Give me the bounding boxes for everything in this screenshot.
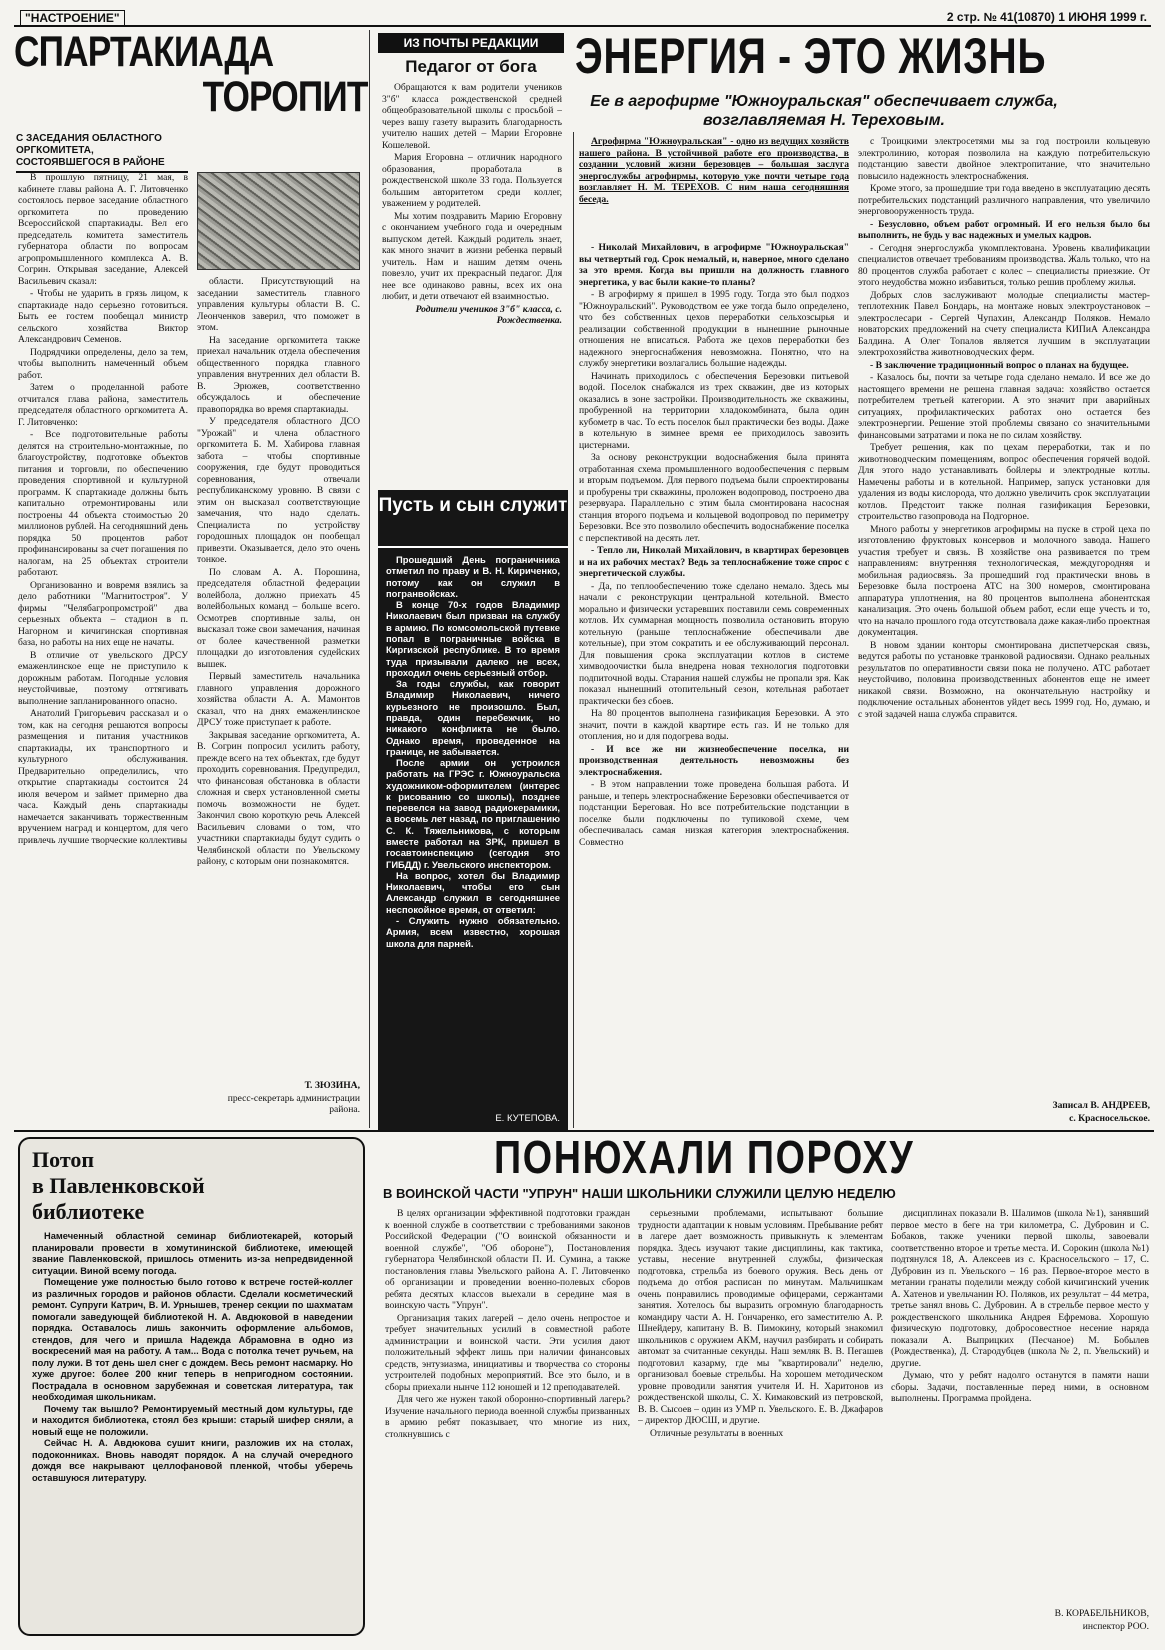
paragraph: - Казалось бы, почти за четыре года сделано немало. И все же до настоящего времени не решена главная задача: хозяйство остается потребителем третьей категории. А это значит при аварийных ситуациях, профилактических работах оно остается без электроэнергии. Решение этой проблемы связано со значительными финансовыми затратами и пока не по силам хозяйству.: [858, 372, 1150, 441]
paragraph: В новом здании конторы смонтирована диспетчерская связь, ведутся работы по установке транковой радиосвязи. Однако реальных результатов по оперативности связи пока не получено. АТС работает неустойчиво, половина производственных абонентов еще не имеет никакой связи. Возможно, на окончательную настройку и подключение остальных абонентов уйдет весь 1999 год. Но, думаю, и с этой задачей наша служба справится.: [858, 639, 1150, 720]
paragraph: У председателя областного ДСО "Урожай" и члена областного оргкомитета Б. М. Хабирова главная забота – чтобы спортивные сооружения, где будут проводиться соревнования, отвечали республиканскому уровню. В связи с этим он высказал соответствующие замечания, что надо сделать. Специалиста по устройству городошных площадок он пообещал привезти. Оказывается, дело это очень тонкое.: [197, 416, 360, 565]
paragraph: Кроме этого, за прошедшие три года введено в эксплуатацию десять потребительских подстанций различного направления, что увеличило энерговооруженность труда.: [858, 183, 1150, 217]
energia-column-1: [579, 242, 849, 1128]
paragraph: Много работы у энергетиков агрофирмы на пуске в строй цеха по изготовлению фруктовых консервов и молочного завода. Нашего участия требует и связь. В хозяйстве она развивается по трем направлениям: внутренняя технологическая, междугородняя и мобильная радиосвязь. За прошедший год практически вновь в Березовке была построена АТС на 300 номеров, смонтирована аппаратура уплотнения, на 80 процентов выполнена абонентская канализация. Это очень большой объем работ, если еще учесть и то, что на начало прошлого года отсутствовала даже какая-либо проектная документация.: [858, 523, 1150, 638]
paragraph: Организованно и вовремя взялись за дело работники "Магнитостроя". У фирмы "Челябагропромстрой" два серьезных объекта – стадион в п. Нагорном и кичигинская спортивная база, но работы на них еще не начаты.: [18, 579, 188, 648]
paragraph: По словам А. А. Порошина, председателя областной федерации волейбола, должно приехать 45 волейбольных команд – больше всего. Осмотрев спортивные залы, он высказал тоже свои замечания, начиная от более качественной разметки площадки до изготовления судейских вышек.: [197, 566, 360, 670]
flood-headline-line1: Потоп: [32, 1147, 95, 1172]
paragraph: После армии он устроился работать на ГРЭС г. Южноуральска художником-оформителем (интерес к рисованию со школы), позднее перевелся на завод радиокерамики, а восемь лет назад, по приглашению С. К. Тяжельникова, с которым вместе работал на ЗРК, пришел в госавтоинспекцию (сегодня это ГИБДД) г. Увельского инспектором.: [386, 757, 560, 870]
paragraph: Мария Егоровна – отличник народного образования, проработала в рождественской школе 33 года. Пользуется большим авторитетом среди коллег, уважением у родителей.: [382, 152, 562, 209]
paragraph: В целях организации эффективной подготовки граждан к военной службе в соответствии с требованиями законов Российской Федерации ("О воинской обязанности и военной службе", "Об обороне"), Постановления губернатора Челябинской области П. И. Сумина, а также постановления главы Увельского района А. Г. Литовченко об организации и проведении военно-полевых сборов ребята десятых классов выехали в середине мая в воинскую часть "Упрун".: [385, 1208, 630, 1311]
paragraph: Подрядчики определены, дело за тем, чтобы выполнить намеченный объем работ.: [18, 346, 188, 381]
column-rule: [573, 132, 574, 1128]
paragraph: - И все же ни жизнеобеспечение поселка, ни производственная деятельность невозможны без электроснабжения.: [579, 743, 849, 778]
paragraph: с Троицкими электросетями мы за год построили кольцевую электролинию, которая позволила на каждую потребительскую подстанцию завести двойное электропитание, что значительно повысило надежность электроснабжения.: [858, 136, 1150, 182]
energia-column-2: [858, 136, 1150, 1094]
energia-author: Записал В. АНДРЕЕВ,: [1052, 1100, 1150, 1111]
paragraph: - Служить нужно обязательно. Армия, всем известно, хорошая школа для парней.: [386, 915, 560, 949]
paragraph: серьезными проблемами, испытывают большие трудности адаптации к новым условиям. Пребывание ребят в лагере дает возможность привыкнуть к элементам порядка. Здесь изучают такие дисциплины, как тактика, уставы, несение внутренней службы, физическая подготовка, стрельба из боевого оружия. Весь день от подъема до отбоя расписан по минутам. Мальчишкам очень понравились проводимые офицерами, сержантами занятия. Хотелось бы выразить огромную благодарность командиру части А. Н. Гончаренко, его заместителю А. Р. Шнейдеру, капитану В. В. Пимокину, который знакомил школьников с оружием АКМ, научил разбирать и собирать автомат за считанные секунды. Наш земляк В. В. Пегашев подготовил казарму, где мы "квартировали" неделю, организовал боевые стрельбы. На хорошем методическом уровне проводили занятия учителя И. Н. Харитонов из рождественской школы, С. Х. Кимаковский из петровской, В. В. Сысоев – один из УМР п. Увельского. Е. В. Джафаров – директор ДЮСШ, и другие.: [638, 1208, 883, 1426]
paragraph: - Чтобы не ударить в грязь лицом, к спартакиаде надо серьезно готовиться. Быть ее гостем пообещал министр сельского хозяйства Виктор Александрович Семенов.: [18, 288, 188, 345]
spartakiada-headline-line1: СПАРТАКИАДА: [14, 28, 274, 76]
paragraph: В прошлую пятницу, 21 мая, в кабинете главы района А. Г. Литовченко состоялось первое заседание областного оргкомитета по проведению Всероссийской спартакиады. Вел его председатель комитета заместитель губернатора области по вопросам агропромышленного комплекса А. В. Согрин. Открывая заседание, Алексей Васильевич сказал:: [18, 172, 188, 287]
pust-signature: Е. КУТЕПОВА.: [495, 1113, 560, 1124]
paragraph: Отличные результаты в военных: [650, 1427, 784, 1439]
spartakiada-headline: [14, 28, 368, 121]
paragraph: Мы хотим поздравить Марию Егоровну с окончанием учебного года и очередным выпуском детей. Каждый родитель знает, как много значит в жизни ребенка первый учитель. Нам и нашим детям очень повезло, учит их прекрасный педагог. Для нее все одинаково равны, всех их она любит, и дети отвечают ей взаимностью.: [382, 210, 562, 302]
paragraph: - Все подготовительные работы делятся на строительно-монтажные, по благоустройству, подготовке объектов питания и торговли, по обеспечению проведения спортивной и культурной программ. К спартакиаде должны быть капитально отремонтированы или построены 44 объекта стоимостью 20 миллионов рублей. На сегодняшний день порядка 50 процентов работ профинансированы за счет погашения по налогам, на 25 объектах строители работают.: [18, 429, 188, 578]
spartakiada-author-role: пресс-секретарь администрации района.: [227, 1092, 360, 1115]
energia-author-place: с. Красносельское.: [1069, 1112, 1150, 1124]
paragraph: - Николай Михайлович, в агрофирме "Южноуральская" вы четвертый год. Срок немалый, и, наверное, много сделано за это время. Когда вы пришли на должность главного энергетика, у вас были какие-то планы?: [579, 242, 849, 288]
paragraph: Обращаются к вам родители учеников 3"б" класса рождественской средней общеобразовательной школы с просьбой – через вашу газету выразить благодарность учителю наших детей – Марии Егоровне Кошелевой.: [382, 82, 562, 151]
paragraph: - В этом направлении тоже проведена большая работа. И раньше, и теперь электроснабжение Березовки обеспечивается от подстанции Береговая. Но все потребительские подстанции в поселке были подключены по тупиковой схеме, чем обеспечивалась самая низкая категория электроснабжения. Совместно: [579, 779, 849, 848]
ponyu-author-role: инспектор РОО.: [1082, 1620, 1149, 1632]
paragraph: Первый заместитель начальника главного управления дорожного хозяйства области А. А. Мамонтов сказал, что на днях емаженлинское ДРСУ тоже приступает к работе.: [197, 671, 360, 728]
energia-lead-text: Агрофирма "Южноуральская" - одно из ведущих хозяйств нашего района. В устойчивой работе его производства, в создании условий жизни березовцев – большая заслуга энергослужбы агрофирмы, которую уже почти четыре года возглавляет Н. М. ТЕРЕХОВ. С ним наша сегодняшняя беседа.: [579, 136, 849, 205]
pust-headline: Пусть и сын служит: [378, 490, 568, 548]
energia-signature: [858, 1100, 1150, 1128]
rubric-label: ИЗ ПОЧТЫ РЕДАКЦИИ: [378, 33, 564, 53]
ponyu-subhead: В ВОИНСКОЙ ЧАСТИ "УПРУН" НАШИ ШКОЛЬНИКИ СЛУЖИЛИ ЦЕЛУЮ НЕДЕЛЮ: [383, 1186, 896, 1201]
pedagog-text: [382, 82, 562, 482]
paragraph: Почему так вышло? Ремонтируемый местный дом культуры, где и находится библиотека, стоял без крыши: старый шифер сняли, а новый еще не положили.: [32, 1403, 353, 1437]
paragraph: Закрывая заседание оргкомитета, А. В. Согрин попросил усилить работу, прежде всего на тех объектах, где будут проходить соревнования. Предупредил, что финансовая обстановка в области сложная и сверх установленной сметы помочь возможности не будет. Закончил свою короткую речь Алексей Васильевич словами о том, что участники спартакиады будут судить о Челябинской области по Увельскому району, с которым они познакомятся.: [197, 729, 360, 867]
paragraph: Помещение уже полностью было готово к встрече гостей-коллег из различных городов и районов области. Сделали косметический ремонт. Супруги Катрич, В. И. Урнышев, тренер секции по шахматам помогали заведующей библиотекой Н. А. Авдюковой в наведении порядка. Оставалось лишь закончить оформление альбомов, стендов, для чего и пришла Надежда Абрамовна в одно из воскресений мая на работу. А там... Вода с потолка течет ручьем, на полу лужи. В тот день шел снег с дождем. Весь ремонт насмарку. Но хуже другое: более 200 книг теперь в непригодном состоянии. Пострадала в основном зарубежная и советская литература, так необходимая школьникам.: [32, 1277, 353, 1403]
paragraph: Начинать приходилось с обеспечения Березовки питьевой водой. Поселок снабжался из трех скважин, две из которых оказались в зоне застройки. Производительность же скважины, пробуренной на территории хладокомбината, была один кубометр в час. То есть поселок был практически без воды. Даже в котельную в зимнее время ее приходилось завозить цистернами.: [579, 370, 849, 451]
paragraph: За годы службы, как говорит Владимир Николаевич, ничего курьезного не произошло. Был, правда, один перебежчик, но никакого конфликта не было. Однако время, проведенное на границе, не забывается.: [386, 678, 560, 757]
spartakiada-headline-line2: ТОРОПИТ: [202, 73, 368, 121]
energia-lead: [579, 136, 849, 239]
column-rule: [369, 30, 370, 1128]
section-label: "НАСТРОЕНИЕ": [20, 10, 125, 26]
energia-headline: ЭНЕРГИЯ - ЭТО ЖИЗНЬ: [575, 28, 1047, 84]
paragraph: В отличие от увельского ДРСУ емаженлинское еще не приступило к дорожным работам. Погодные условия неустойчивые, поэтому оттягивать выполнение запланированного опасно.: [18, 649, 188, 707]
paragraph: - Сегодня энергослужба укомплектована. Уровень квалификации специалистов отвечает требованиям производства. Жаль только, что на 80 процентов служба работает с колес – специалисты приезжие. От этого неудобства можно избавиться, только решив проблему жилья.: [858, 242, 1150, 288]
spartakiada-subhead: С ЗАСЕДАНИЯ ОБЛАСТНОГО ОРГКОМИТЕТА, СОСТОЯВШЕГОСЯ В РАЙОНЕ: [16, 133, 188, 173]
paragraph: Добрых слов заслуживают молодые специалисты мастер-теплотехник Павел Бондарь, на монтаже новых электроустановок – электрослесари - Сергей Чупахин, Александр Поляков. Немало новаторских предложений на счету специалиста КИПиА Александра Балдина. А Олег Топалов является лучшим в эксплуатации электрохозяйства животноводческих ферм.: [858, 289, 1150, 358]
paragraph: области. Присутствующий на заседании заместитель главного управления культуры области В. С. Леонченков заверил, что поможет в этом.: [197, 276, 360, 333]
paragraph: Прошедший День пограничника отметил по праву и В. Н. Кириченко, потому как он служил в погранвойсках.: [386, 554, 560, 599]
paragraph: На 80 процентов выполнена газификация Березовки. А это значит, почти в каждой квартире есть газ. И не только для отопления, но и для подогрева воды.: [579, 708, 849, 742]
spartakiada-column-1: [18, 172, 188, 1127]
paragraph: На заседание оргкомитета также приехал начальник отдела обеспечения общественного порядка главного управления внутренних дел области В. В. Эрюжев, соответственно обсуждалось и обеспечение правопорядка во время спартакиады.: [197, 334, 360, 415]
flood-headline: [32, 1147, 205, 1225]
pedagog-headline: Педагог от бога: [405, 57, 537, 76]
ponyu-column-3: [891, 1208, 1149, 1603]
paragraph: Думаю, что у ребят надолго останутся в памяти наши сборы. Задачи, поставленные перед ними, в основном выполнены. Программа пройдена.: [891, 1370, 1149, 1404]
paragraph: - В заключение традиционный вопрос о планах на будущее.: [870, 359, 1129, 371]
flood-headline-line2: в Павленковской: [32, 1173, 205, 1198]
paragraph: Анатолий Григорьевич рассказал и о том, как на сегодня решаются вопросы размещения и питания участников спартакиады, их транспортного и культурного обслуживания. Предварительно определились, что открытие спартакиады состоится 24 июля вечером и займет примерно два часа. Каждый день спартакиады намечается заканчивать торжественным вручением наград и концертом, для чего привлечь лучшие творческие коллективы: [18, 708, 188, 846]
pust-text: [386, 554, 560, 1074]
paragraph: На вопрос, хотел бы Владимир Николаевич, чтобы его сын Александр служил в сегодняшнее неспокойное время, от ответил:: [386, 869, 560, 915]
ponyu-author: В. КОРАБЕЛЬНИКОВ,: [1054, 1608, 1149, 1619]
paragraph: В конце 70-х годов Владимир Николаевич был призван на службу в армию. По комсомольской путевке попал в пограничные войска в Киргизской республике. В то время туда призывали далеко не всех, проходил очень серьезный отбор.: [386, 599, 560, 678]
paragraph: - В агрофирму я пришел в 1995 году. Тогда это был подхоз "Южноуральский". Руководством ее уже тогда было определено, что без собственных цехов переработки сельхозсырья и реализации собственной продукции в нынешние рыночные отношения не вписаться. Работа же цехов переработки без надежного энергоснабжения невозможна. Понятно, что на службу энергетики возлагались большие надежды.: [579, 289, 849, 369]
pust-box: [378, 490, 568, 1130]
paragraph: Для чего же нужен такой оборонно-спортивный лагерь? Изучение начального периода военной службы призванных в армию ребят показывает, что многие из них, столкнувшись с: [385, 1394, 630, 1440]
paragraph: дисциплинах показали В. Шалимов (школа №1), занявший первое место в беге на три километра, С. Дубровин и С. Бобаков, также ученики первой школы, завоевали соответственно второе и третье места. И. Сорокин (школа №1) подтянулся 18, А. Алексеев из с. Красносельского – 17, С. Дубровин из п. Увельского – 16 раз. Первое-второе место в метании гранаты поделили между собой кичигинский ученик А. Хатенов и увельчанин Ю. Поляков, их результат – 44 метра, третье занял вновь С. Дубровин. А в стрельбе первое место у рождественского школьника Андрея Ефремова. Хорошую физическую подготовку, добросовестное несение наряда показали А. Выприцких (Песчаное) М. Бобылев (Рождественка), Д. Стародубцев (школа № 2, п. Увельский) и другие.: [891, 1208, 1149, 1369]
pedagog-signature: Родители учеников 3"б" класса, с. Рождественка.: [415, 303, 562, 326]
issue-info: 2 стр. № 41(10870) 1 ИЮНЯ 1999 г.: [946, 10, 1147, 24]
spartakiada-author: Т. ЗЮЗИНА,: [304, 1080, 360, 1091]
paragraph: Затем о проделанной работе отчитался глава района, заместитель председателя областного оргкомитета А. Г. Литовченко:: [18, 382, 188, 428]
paragraph: - Да, по теплообеспечению тоже сделано немало. Здесь мы начали с реконструкции центральной котельной. Вместо морально и физически устаревших поставили семь современных котлов. Их суммарная мощность позволила остановить вторую котельную (раньше теплоснабжение обеспечивали две котельные), при этом сократить и ее обслуживающий персонал. Для повышения срока эксплуатации котлов в системе химводоочистки была внедрена новая технология подготовки подпиточной воды. Старания нашей службы не пропали зря. Как показал нынешний отопительный сезон, котельная работает практически без сбоев.: [579, 580, 849, 707]
ponyu-headline: ПОНЮХАЛИ ПОРОХУ: [494, 1131, 915, 1183]
spartakiada-column-2: [197, 276, 360, 1074]
paragraph: Намеченный областной семинар библиотекарей, который планировали провести в хомутининской библиотеке, имеющей звание Павленковской, пришлось отменить из-за непредвиденной ситуации. Виной всему погода.: [32, 1231, 353, 1276]
energia-subhead: Ее в агрофирме "Южноуральская" обеспечивает служба, возглавляемая Н. Тереховым.: [590, 93, 1058, 129]
paragraph: Сейчас Н. А. Авдюкова сушит книги, разложив их на столах, подоконниках. Вновь наводят порядок. А на случай очередного дождя все накрывают целлофановой пленкой, чтобы уберечь оставшуюся литературу.: [32, 1438, 353, 1483]
flood-box: [18, 1137, 365, 1636]
paragraph: За основу реконструкции водоснабжения была принята отработанная схема промышленного водообеспечения с первым и вторым подъемом. Для первого подъема были спроектированы и пробурены три скважины, проложен водопровод, построено два резервуара. Параллельно с этим была смонтирована насосная станция второго подъема и кольцевой водопровод по периметру Березовки. Все это позволило обеспечить водоснабжение поселка с перспективой на десять лет.: [579, 452, 849, 544]
flood-headline-line3: библиотеке: [32, 1199, 145, 1224]
paragraph: Требует решения, как по цехам переработки, так и по животноводческим помещениям, вопрос обеспечения горячей водой. Для этого надо устанавливать бойлеры и электродные котлы. Намечены работы и в котельной. Например, запуск установки для удаления из воды кислорода, что должно увеличить срок эксплуатации котлов. Предстоит также полная газификация Березовки, строительство газопровода на Подгорное.: [858, 442, 1150, 522]
paragraph: Организация таких лагерей – дело очень непростое и требует значительных усилий в совместной работе администрации и воинской части. Эти усилия дают положительный эффект лишь при наличии финансовых средств, энтузиазма, инициативы и творчества со стороны устроителей подобных мероприятий. Все это было, и в сборы приехали нынче 112 юношей и 12 преподавателей.: [385, 1312, 630, 1393]
paragraph: - Тепло ли, Николай Михайлович, в квартирах березовцев и на их рабочих местах? Ведь за теплоснабжение тоже спрос с энергетической службы.: [579, 545, 849, 579]
paragraph: - Безусловно, объем работ огромный. И его нельзя было бы выполнить, не будь у вас надежных и умелых кадров.: [858, 218, 1150, 241]
ponyu-column-1: [385, 1208, 630, 1638]
spartakiada-photo: [197, 172, 360, 270]
flood-text: [32, 1231, 353, 1631]
top-rule: [14, 25, 1151, 27]
ponyu-column-2: [638, 1208, 883, 1638]
spartakiada-signature: [197, 1080, 360, 1128]
ponyu-signature: [891, 1608, 1149, 1638]
